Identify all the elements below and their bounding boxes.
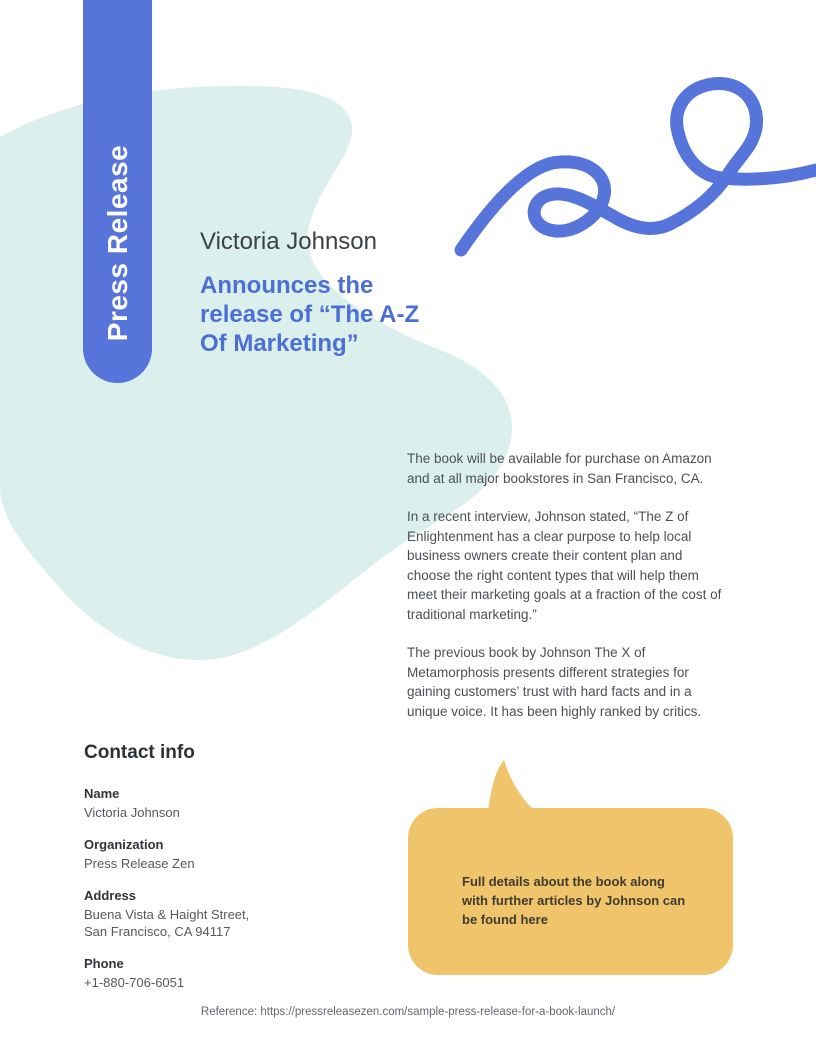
contact-field-value: Buena Vista & Haight Street, <box>84 907 250 922</box>
contact-field-label: Organization <box>84 837 164 852</box>
contact-field-organization <box>84 836 314 872</box>
contact-field-label: Phone <box>84 956 124 971</box>
contact-info-heading: Contact info <box>84 742 195 763</box>
headline-line: Announces the <box>200 272 374 299</box>
body-text <box>407 449 725 740</box>
contact-field-phone <box>84 955 314 991</box>
press-release-ribbon <box>83 0 152 383</box>
contact-field-address <box>84 887 314 940</box>
body-paragraph: In a recent interview, Johnson stated, “The Z of Enlightenment has a clear purpose to help local business owners create their content plan and choose the right content types that will help them meet their marketing goals at a fraction of the cost of traditional marketing.” <box>407 509 722 622</box>
contact-field-label: Address <box>84 888 137 903</box>
contact-field-name <box>84 785 314 821</box>
callout-text-line: be found here <box>462 912 548 927</box>
contact-field-value: Press Release Zen <box>84 856 195 871</box>
reference-link-text: Reference: https://pressreleasezen.com/sample-press-release-for-a-book-launch/ <box>200 1006 616 1018</box>
contact-field-value: San Francisco, CA 94117 <box>84 924 231 939</box>
speech-bubble-tail <box>480 756 550 812</box>
body-paragraph: The previous book by Johnson The X of Metamorphosis presents different strategies for gaining customers’ trust with hard facts and in a unique voice. It has been highly ranked by critics. <box>407 645 702 719</box>
ribbon-label: Press Release <box>101 144 133 342</box>
callout-text <box>462 872 712 929</box>
author-name: Victoria Johnson <box>200 228 377 255</box>
contact-field-value: +1-880-706-6051 <box>84 975 185 990</box>
header-block <box>200 228 500 358</box>
body-paragraph: The book will be available for purchase on Amazon and at all major bookstores in San Francisco, CA. <box>407 451 712 486</box>
headline <box>200 271 500 358</box>
contact-field-value: Victoria Johnson <box>84 805 180 820</box>
contact-info-section <box>84 742 314 1006</box>
callout-text-line: with further articles by Johnson can <box>462 893 686 908</box>
headline-line: release of “The A-Z <box>200 301 420 328</box>
headline-line: Of Marketing” <box>200 330 359 357</box>
squiggle-icon <box>461 83 816 250</box>
callout-bubble <box>408 808 733 975</box>
callout-text-line: Full details about the book along <box>462 874 665 889</box>
contact-field-label: Name <box>84 786 120 801</box>
